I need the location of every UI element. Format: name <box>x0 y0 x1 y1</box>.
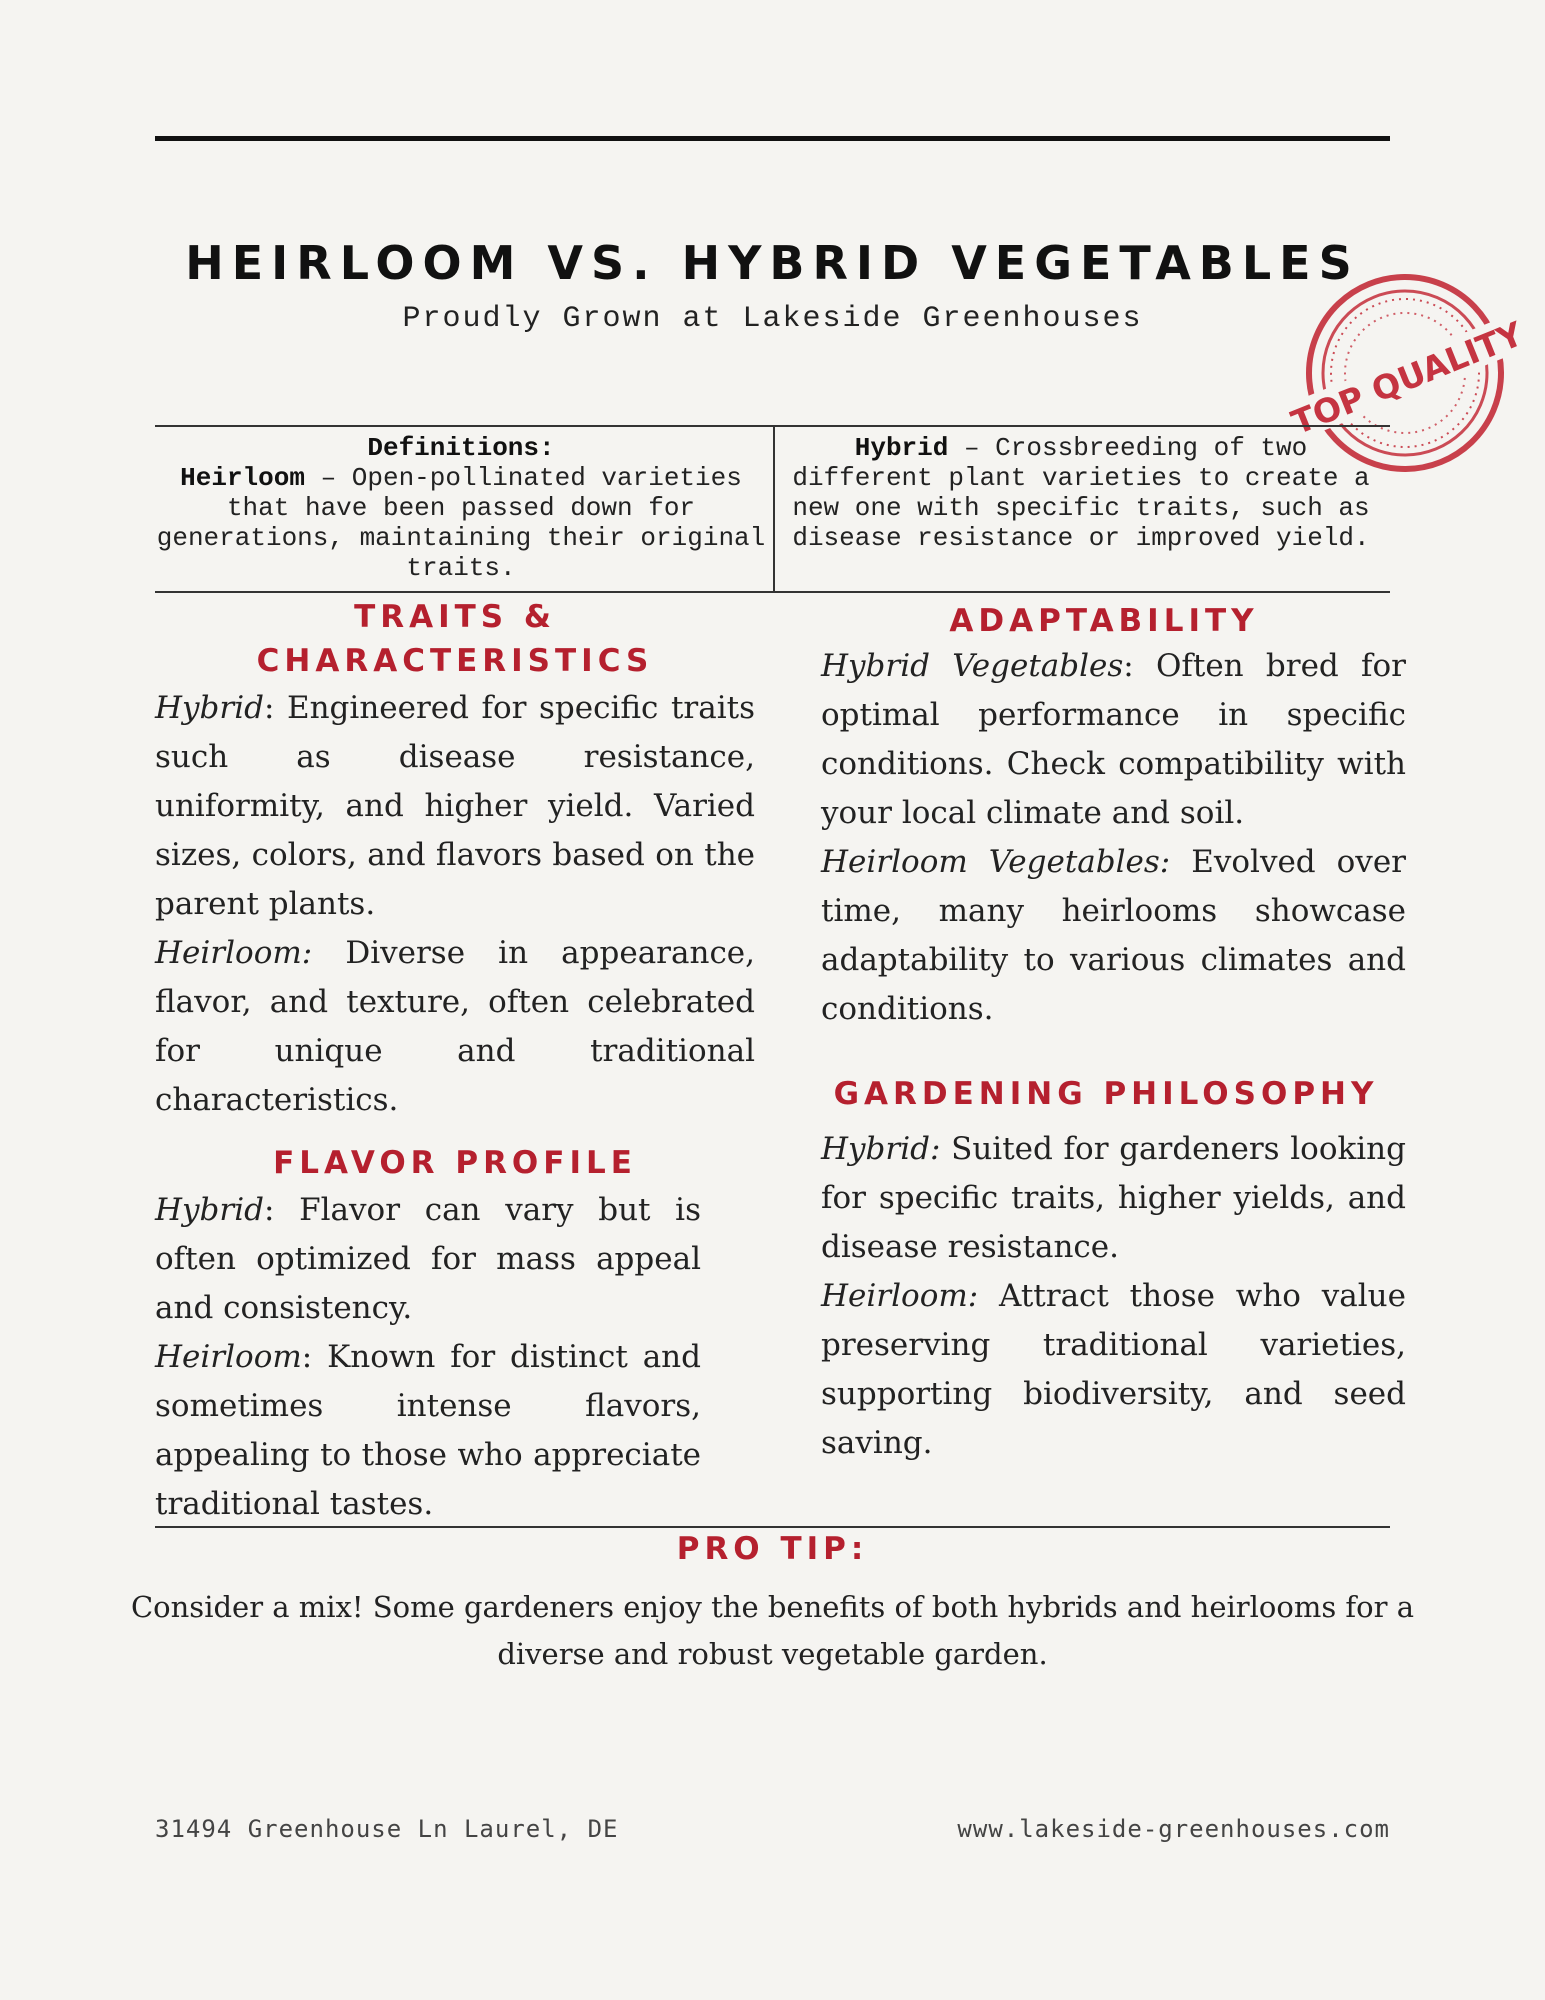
page-title: HEIRLOOM VS. HYBRID VEGETABLES <box>185 236 1360 290</box>
flavor-title: FLAVOR PROFILE <box>273 1145 637 1181</box>
adaptability-title: ADAPTABILITY <box>949 603 1259 639</box>
traits-title-line1: TRAITS & <box>354 599 556 635</box>
traits-hybrid-text: : Engineered for specific traits such as disease resistance, uniformity, and higher yield. Varied sizes, colors, and flavors based on the parent plants. <box>155 690 755 922</box>
philosophy-hybrid <box>821 1125 1406 1272</box>
philosophy-heirloom <box>821 1272 1406 1468</box>
definitions-hybrid <box>781 433 1381 553</box>
adaptability-hybrid-text: : Often bred for optimal performance in specific conditions. Check compatibility with your local climate and soil. <box>821 648 1406 831</box>
top-rule <box>155 136 1390 141</box>
philosophy-hybrid-label: Hybrid: <box>821 1131 941 1167</box>
traits-title <box>155 595 755 683</box>
flavor-hybrid-text: : Flavor can vary but is often optimized for mass appeal and consistency. <box>155 1192 701 1326</box>
flavor-heirloom <box>155 1333 701 1529</box>
adaptability-heirloom-text: Evolved over time, many heirlooms showcase adaptability to various climates and conditions. <box>821 844 1406 1027</box>
stamp-text: TOP QUALITY <box>1286 314 1529 443</box>
definitions-heading: Definitions: <box>367 433 555 463</box>
definitions-heirloom <box>155 433 767 583</box>
adaptability-hybrid <box>821 642 1406 838</box>
traits-body <box>155 684 755 1125</box>
page-subtitle: Proudly Grown at Lakeside Greenhouses <box>402 302 1143 336</box>
pro-tip-text: Consider a mix! Some gardeners enjoy the benefits of both hybrids and heirlooms for a diverse and robust vegetable garden. <box>130 1590 1414 1671</box>
pro-tip-title: PRO TIP: <box>676 1531 869 1567</box>
traits-heirloom <box>155 929 755 1125</box>
flavor-body <box>155 1186 701 1529</box>
adaptability-hybrid-label: Hybrid Vegetables <box>821 648 1124 684</box>
traits-hybrid <box>155 684 755 929</box>
flavor-heirloom-label: Heirloom <box>155 1339 302 1375</box>
definitions-divider <box>773 427 775 591</box>
flavor-hybrid-label: Hybrid <box>155 1192 264 1228</box>
traits-heirloom-label: Heirloom: <box>155 935 313 971</box>
footer-website[interactable]: www.lakeside-greenhouses.com <box>957 1815 1390 1843</box>
definitions-box <box>155 425 1390 593</box>
heirloom-definition <box>155 463 767 583</box>
adaptability-heirloom <box>821 838 1406 1034</box>
philosophy-title: GARDENING PHILOSOPHY <box>833 1076 1379 1112</box>
philosophy-heirloom-text: Attract those who value preserving traditional varieties, supporting biodiversity, and seed saving. <box>821 1278 1406 1461</box>
traits-hybrid-label: Hybrid <box>155 690 264 726</box>
traits-heirloom-text: Diverse in appearance, flavor, and texture, often celebrated for unique and traditional characteristics. <box>155 935 755 1118</box>
traits-title-line2: CHARACTERISTICS <box>256 643 654 679</box>
hybrid-term: Hybrid <box>854 433 949 463</box>
adaptability-body <box>821 642 1406 1034</box>
hybrid-definition-text: – Crossbreeding of two different plant varieties to create a new one with specific traits, such as disease resistance or improved yield. <box>792 433 1370 553</box>
philosophy-body <box>821 1125 1406 1468</box>
adaptability-heirloom-label: Heirloom Vegetables: <box>821 844 1171 880</box>
footer-address: 31494 Greenhouse Ln Laurel, DE <box>155 1815 619 1843</box>
philosophy-heirloom-label: Heirloom: <box>821 1278 979 1314</box>
heirloom-definition-text: – Open-pollinated varieties that have been passed down for generations, maintaining their original traits. <box>156 463 766 583</box>
flavor-heirloom-text: : Known for distinct and sometimes intense flavors, appealing to those who appreciate traditional tastes. <box>155 1339 701 1522</box>
heirloom-term: Heirloom <box>180 463 305 493</box>
philosophy-hybrid-text: Suited for gardeners looking for specific traits, higher yields, and disease resistance. <box>821 1131 1406 1265</box>
flavor-hybrid <box>155 1186 701 1333</box>
